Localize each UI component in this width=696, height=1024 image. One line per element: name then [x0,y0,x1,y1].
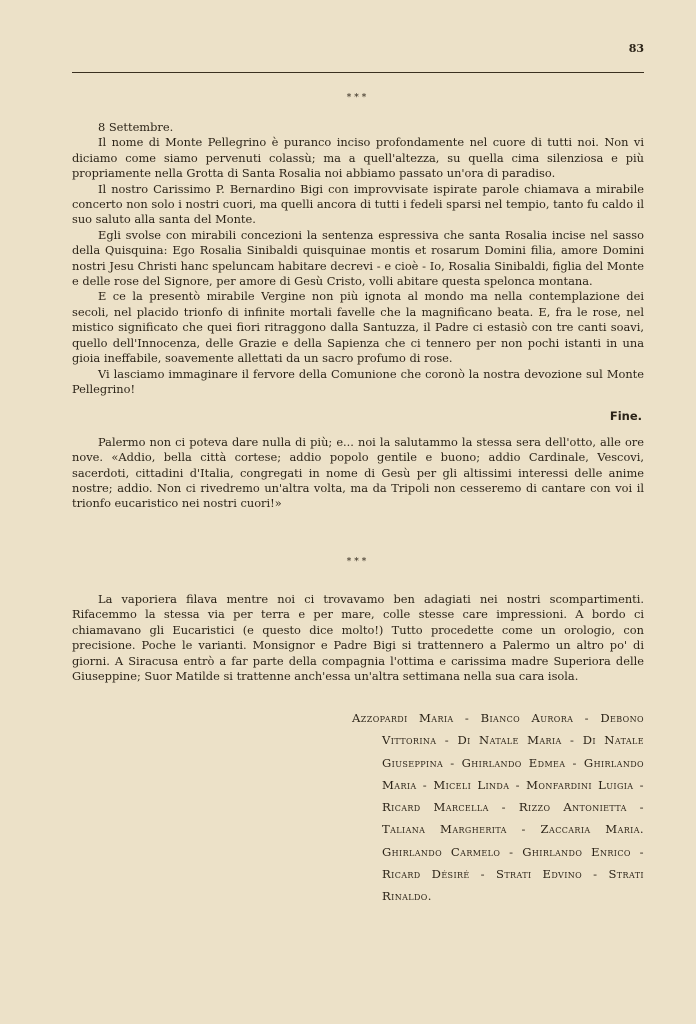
paragraph: La vaporiera filava mentre noi ci trovavamo ben adagiati nei nostri scompartimenti. Rifacemmo la stessa via per terra e per mare, colle stesse care impressioni. A bordo ci chiamavano gli Eucaristici (e questo dice molto!) Tutto procedette come un orologio, con precisione. Poche le varianti. Monsignor e Padre Bigi si trattennero a Palermo un altro po' di giorni. A Siracusa entrò a far parte della compagnia l'ottima e carissima madre Superiora delle Giuseppine; Suor Matilde si trattenne anch'essa un'altra settimana nella sua cara isola. [72,592,644,684]
fine-label: Fine. [609,409,642,424]
signature-list [352,707,644,908]
page-number: 83 [628,42,644,55]
paragraph: Il nostro Carissimo P. Bernardino Bigi con improvvisate ispirate parole chiamava a mirabile concerto non solo i nostri cuori, ma quelli ancora di tutti i fedeli sparsi nel tempio, tanto fu caldo il suo saluto alla santa del Monte. [72,181,644,227]
section-return-journey [72,556,644,684]
section-santa-rosalia [72,92,644,512]
paragraph: Vi lasciamo immaginare il fervore della Comunione che coronò la nostra devozione sul Monte Pellegrino! [72,366,644,396]
paragraph: Il nome di Monte Pellegrino è puranco inciso profondamente nel cuore di tutti noi. Non vi diciamo come siamo pervenuti colassù; ma a quell'altezza, su quella cima silenziosa e più propriamente nella Grotta di Santa Rosalia noi abbiamo passato un'ora di paradiso. [72,135,644,181]
section-separator: *** [346,93,370,103]
header-rule [72,72,644,73]
paragraph: Palermo non ci poteva dare nulla di più; e... noi la salutammo la stessa sera dell'otto, alle ore nove. «Addio, bella città cortese; addio popolo gentile e buono; addio Cardinale, Vescovi, sacerdoti, cittadini d'Italia, congregati in nome di Gesù per gli altissimi interessi delle anime nostre; addio. Non ci rivedremo un'altra volta, ma da Tripoli non cesseremo di cantare con voi il trionfo eucaristico nei nostri cuori!» [72,434,644,511]
signature-names: Azzopardi Maria - Bianco Aurora - Debono Vittorina - Di Natale Maria - Di Natale Giuseppina - Ghirlando Edmea - Ghirlando Maria - Miceli Linda - Monfardini Luigia - Ricard Marcella - Rizzo Antonietta - Taliana Margherita - Zaccaria Maria. Ghirlando Carmelo - Ghirlando Enrico - Ricard Désiré - Strati Edvino - Strati Rinaldo. [352,711,644,904]
paragraph: E ce la presentò mirabile Vergine non più ignota al mondo ma nella contemplazione dei secoli, nel placido trionfo di infinite mortali favelle che la magnificano beata. E, fra le rose, nel mistico significato che quei fiori ritraggono dalla Santuzza, il Padre ci estasiò con tre canti soavi, quello dell'Innocenza, delle Grazie e della Sapienza che ci tennero per non pochi istanti in una gioia ineffabile, soavemente allettati da un sacro profumo di rose. [72,289,644,366]
date-line: 8 Settembre. [98,120,174,134]
section-separator: *** [346,557,370,567]
paragraph: Egli svolse con mirabili concezioni la sentenza espressiva che santa Rosalia incise nel sasso della Quisquina: Ego Rosalia Sinibaldi quisquinae montis et rosarum Domini filia, amore Domini nostri Jesu Christi hanc speluncam habitare decrevi - e cioè - Io, Rosalia Sinibaldi, figlia del Monte e delle rose del Signore, per amore di Gesù Cristo, volli abitare questa spelonca montana. [72,227,644,289]
